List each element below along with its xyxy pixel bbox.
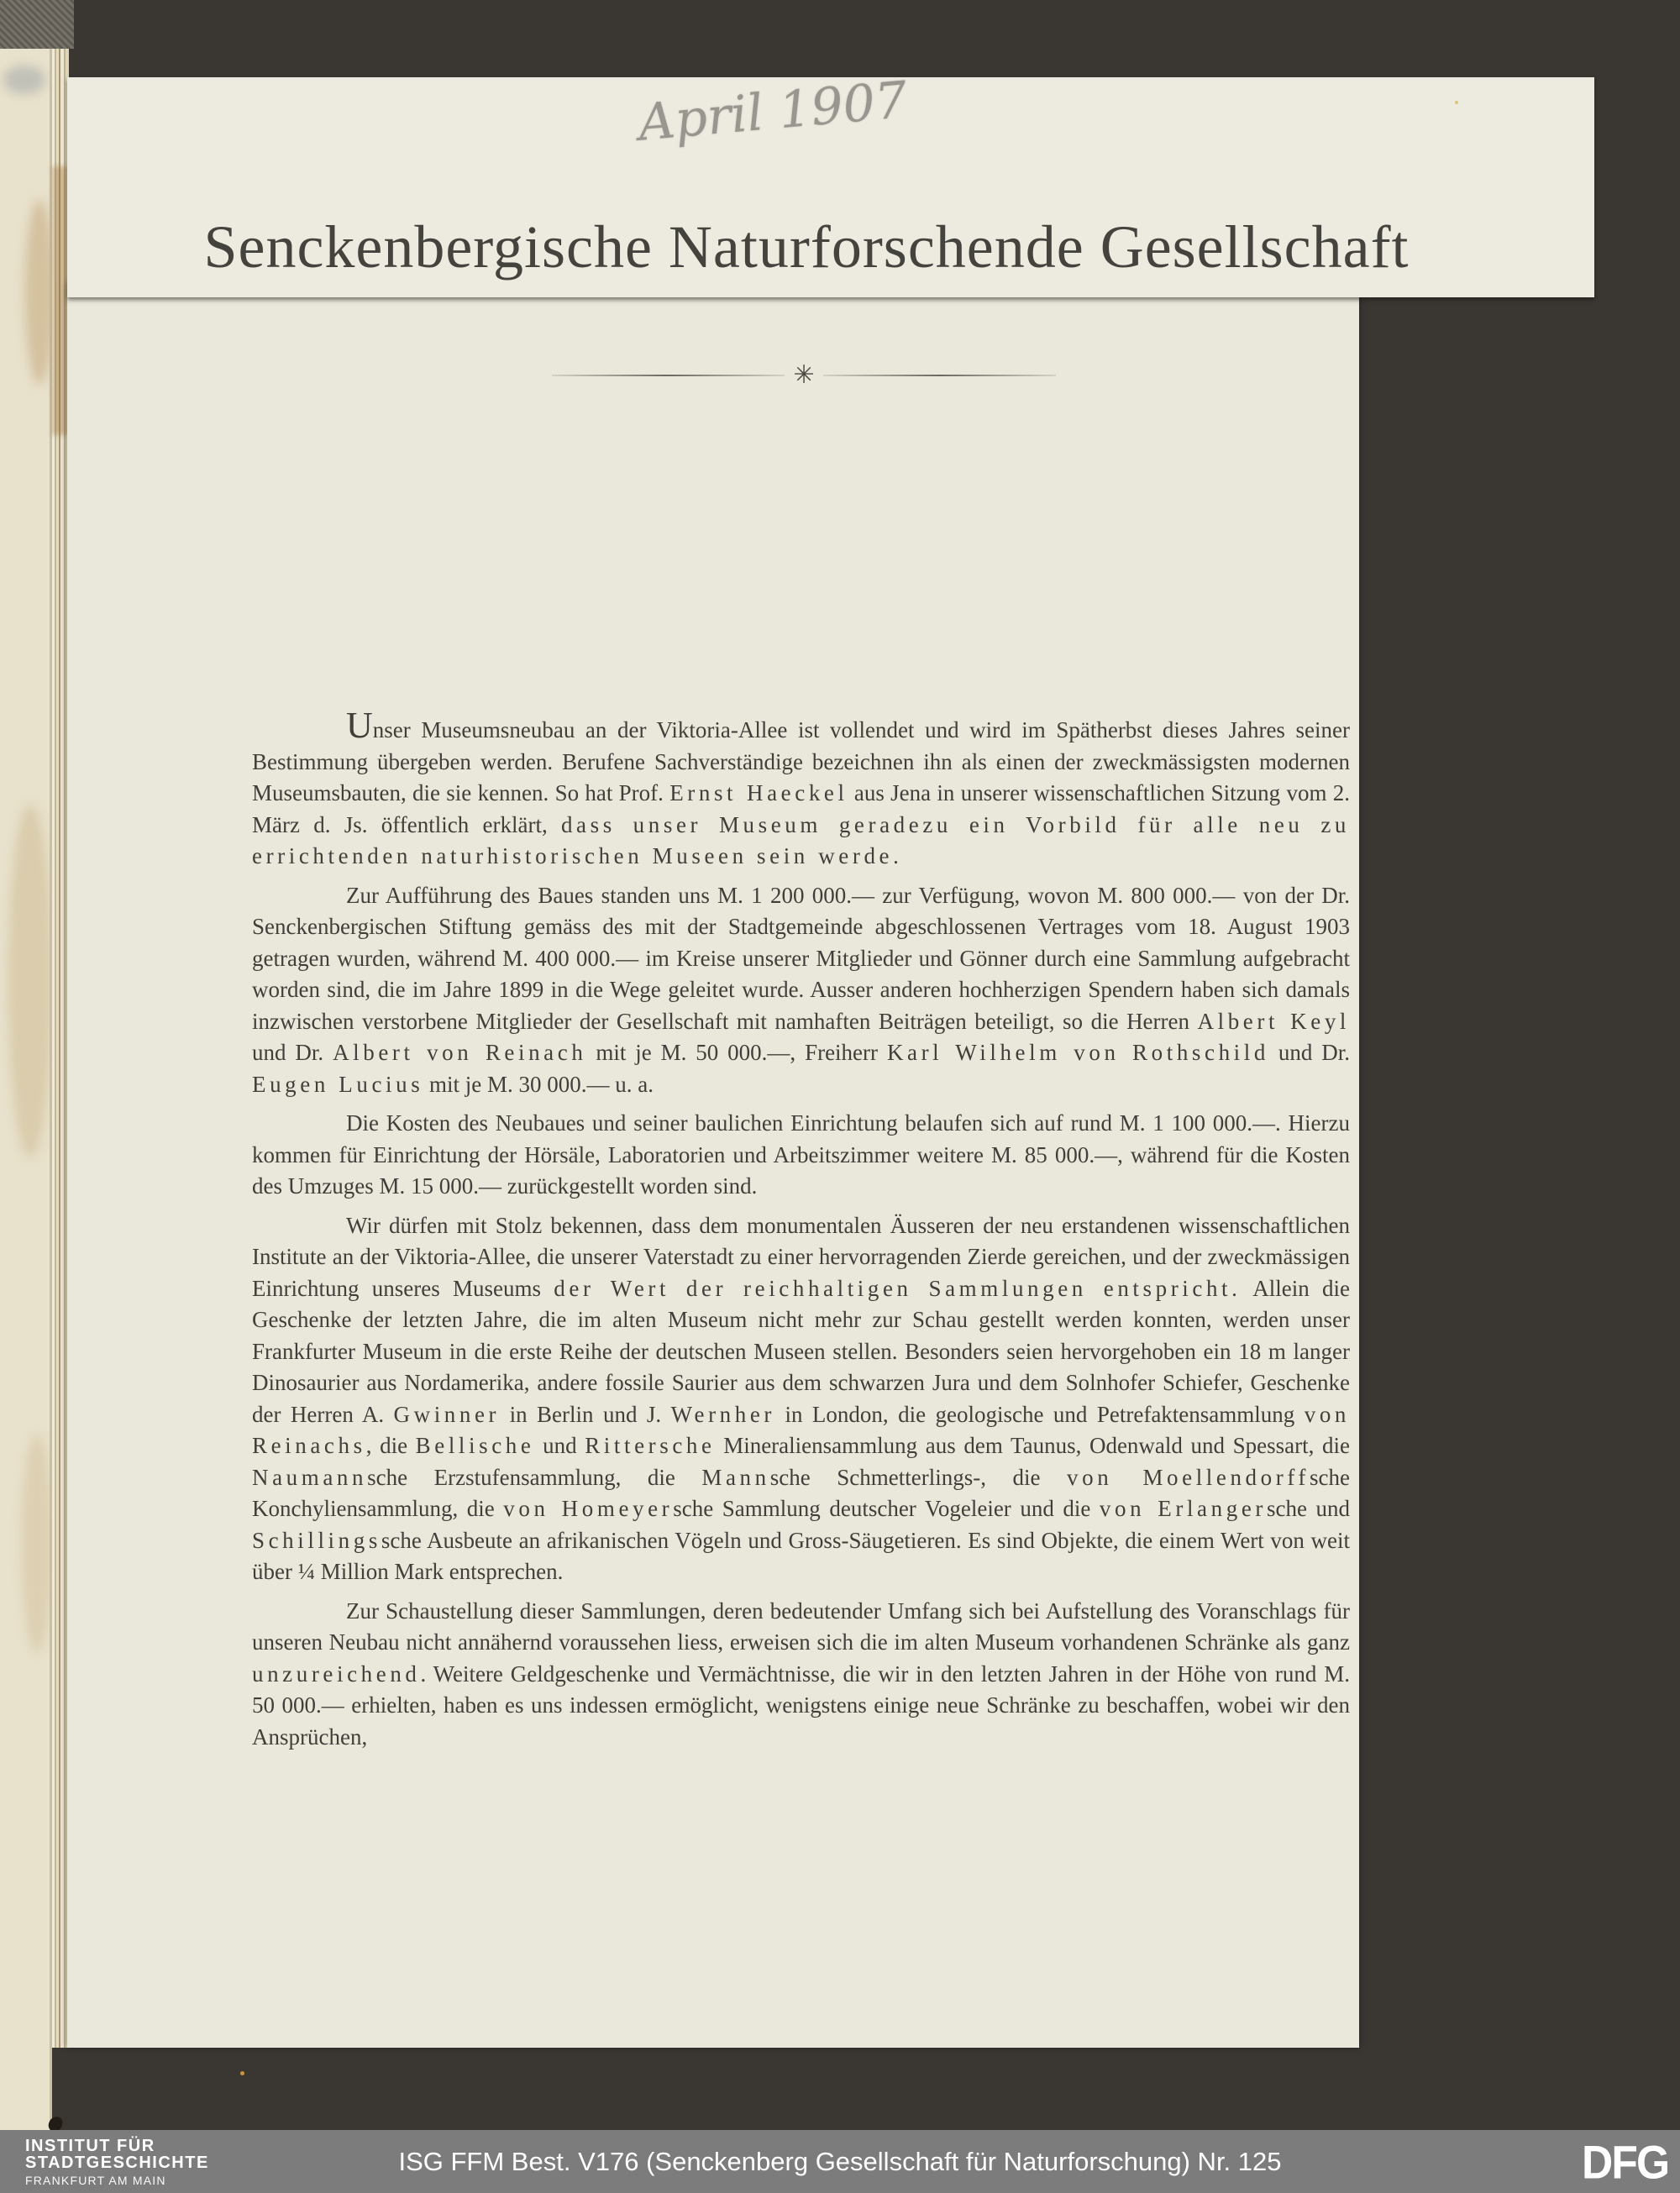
document-page xyxy=(67,282,1359,2048)
institute-name-line2: STADTGESCHICHTE xyxy=(25,2154,209,2172)
page-edge-strip xyxy=(0,49,52,2130)
paragraph: Die Kosten des Neubaues und seiner baulichen Einrichtung belaufen sich auf rund M. 1 100 000.—. Hierzu kommen für Einrichtung der Hörsäle, Laboratorien und Arbeitszimmer weitere M. 85 000.—, während für die Kosten des Umzuges M. 15 000.— zurückgestellt worden sind. xyxy=(252,1110,1350,1199)
dfg-logo: DFG xyxy=(1581,2135,1668,2188)
divider-rule-right xyxy=(823,375,1056,376)
body-text xyxy=(252,707,1350,1760)
institute-name-line1: INSTITUT FÜR xyxy=(25,2137,155,2155)
ornamental-divider xyxy=(552,360,1056,390)
paper-stain xyxy=(25,200,54,385)
paragraph: Zur Schaustellung dieser Sammlungen, deren bedeutender Umfang sich bei Aufstellung des Voranschlags für unseren Neubau nicht annähernd voraussehen liess, erweisen sich die im alten Museum vorhandenen Schränke als ganz unzureichend. Weitere Geldgeschenke und Vermächtnisse, die wir in den letzten Jahren in der Höhe von rund M. 50 000.— erhielten, haben es uns indessen ermöglicht, wenigstens einige neue Schränke zu beschaffen, wobei wir den Ansprüchen, xyxy=(252,1598,1350,1750)
handwritten-date: April 1907 xyxy=(636,71,910,153)
archive-reference: ISG FFM Best. V176 (Senckenberg Gesellschaft für Naturforschung) Nr. 125 xyxy=(398,2146,1282,2176)
paper-stain xyxy=(3,66,45,94)
paragraph: Unser Museumsneubau an der Viktoria-Allee ist vollendet und wird im Spätherbst dieses Jahres seiner Bestimmung übergeben werden. Berufene Sachverständige bezeichnen ihn als einen der zweckmässigsten modernen Museumsbauten, die sie kennen. So hat Prof. Ernst Haeckel aus Jena in unserer wissenschaftlichen Sitzung vom 2. März d. Js. öffentlich erklärt, dass unser Museum geradezu ein Vorbild für alle neu zu errichtenden naturhistorischen Museen sein werde. xyxy=(252,705,1350,868)
book-binding-cloth xyxy=(0,0,74,49)
page-stack-gutter xyxy=(52,49,69,2048)
asterisk-ornament-icon: ✳ xyxy=(793,360,815,390)
divider-rule-left xyxy=(552,375,785,376)
paper-stain xyxy=(22,1435,52,1653)
page-title: Senckenbergische Naturforschende Gesellschaft xyxy=(203,213,1410,281)
viewer-footer xyxy=(0,2130,1680,2193)
title-sheet xyxy=(67,71,1594,297)
paragraph: Wir dürfen mit Stolz bekennen, dass dem monumentalen Äusseren der neu erstandenen wissenschaftlichen Institute an der Viktoria-Allee, die unserer Vaterstadt zu einer hervorragenden Zierde gereichen, und der zweckmässigen Einrichtung unseres Museums der Wert der reichhaltigen Sammlungen entspricht. Allein die Geschenke der letzten Jahre, die im alten Museum nicht mehr zur Schau gestellt werden konnten, werden unser Frankfurter Museum in die erste Reihe der deutschen Museen stellen. Besonders seien hervorgehoben ein 18 m langer Dinosaurier aus Nordamerika, andere fossile Saurier aus dem schwarzen Jura und dem Solnhofer Schiefer, Geschenke der Herren A. Gwinner in Berlin und J. Wernher in London, die geologische und Petrefaktensammlung von Reinachs, die Bellische und Rittersche Mineraliensammlung aus dem Taunus, Odenwald und Spessart, die Naumannsche Erzstufensammlung, die Mannsche Schmetterlings-, die von Moellendorffsche Konchyliensammlung, die von Homeyersche Sammlung deutscher Vogeleier und die von Erlangersche und Schillingssche Ausbeute an afrikanischen Vögeln und Gross-Säugetieren. Es sind Objekte, die einem Wert von weit über ¼ Million Mark entsprechen. xyxy=(252,1212,1351,1584)
paper-stain xyxy=(8,805,52,1157)
paper-speck xyxy=(240,2071,244,2075)
institute-city: FRANKFURT AM MAIN xyxy=(25,2174,166,2187)
paper-speck xyxy=(1455,101,1458,104)
paragraph: Zur Aufführung des Baues standen uns M. 1 200 000.— zur Verfügung, wovon M. 800 000.— von der Dr. Senckenbergischen Stiftung gemäss des mit der Stadtgemeinde abgeschlossenen Vertrages vom 18. August 1903 getragen wurden, während M. 400 000.— im Kreise unserer Mitglieder und Gönner durch eine Sammlung aufgebracht worden sind, die im Jahre 1899 in die Wege geleitet wurde. Ausser anderen hochherzigen Spendern haben sich damals inzwischen verstorbene Mitglieder der Gesellschaft mit namhaften Beiträgen beteiligt, so die Herren Albert Keyl und Dr. Albert von Reinach mit je M. 50 000.—, Freiherr Karl Wilhelm von Rothschild und Dr. Eugen Lucius mit je M. 30 000.— u. a. xyxy=(252,882,1351,1097)
